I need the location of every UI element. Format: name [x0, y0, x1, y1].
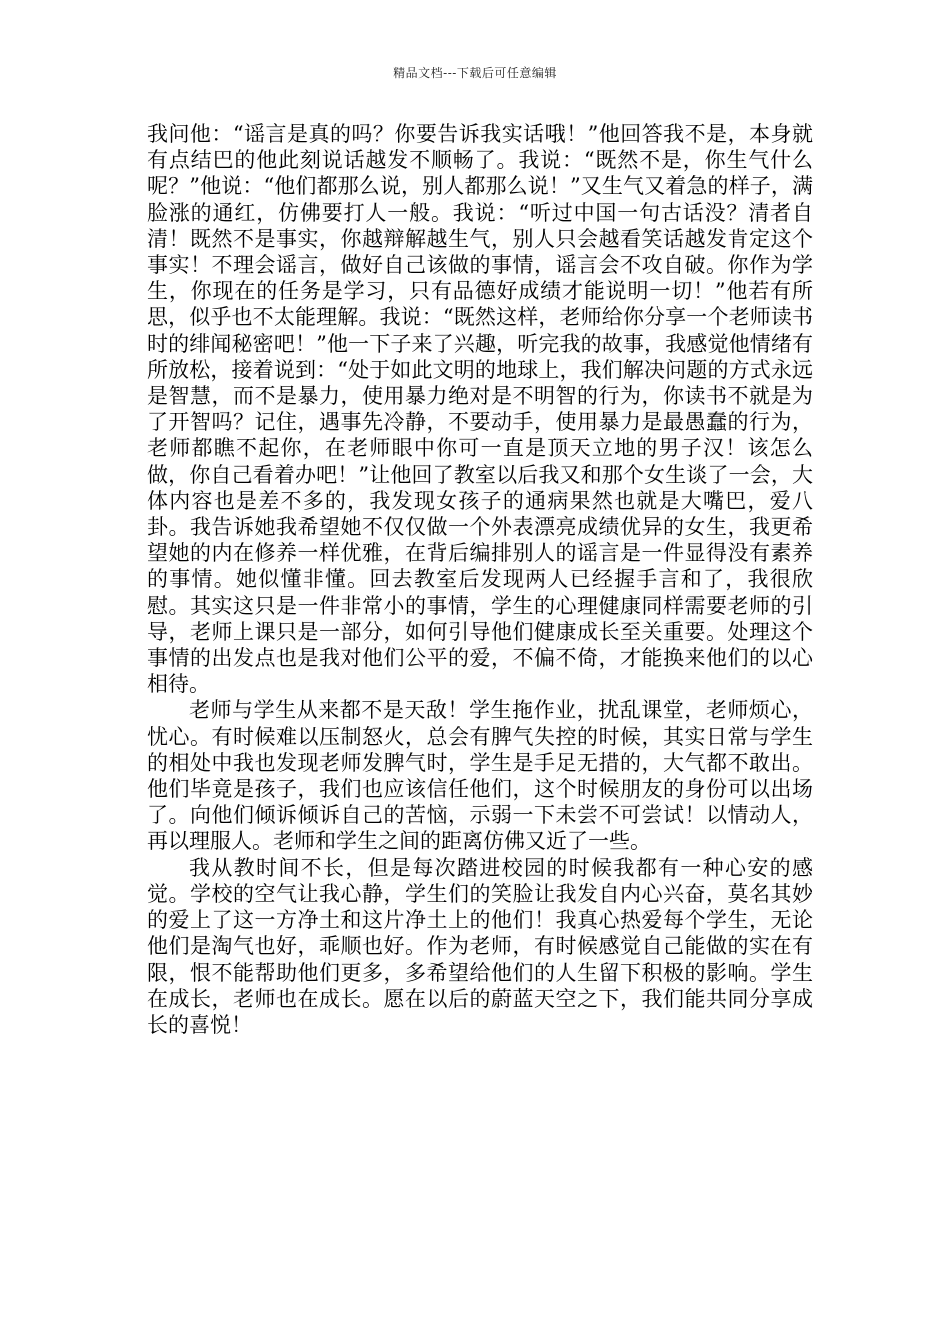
paragraph-1: 我问他：“谣言是真的吗？你要告诉我实话哦！”他回答我不是，本身就有点结巴的他此刻说话越发不顺畅了。我说：“既然不是，你生气什么呢？”他说：“他们都那么说，别人都那么说！”又生气又着急的样子，满脸涨的通红，仿佛要打人一般。我说：“听过中国一句古话没？清者自清！既然不是事实，你越辩解越生气，别人只会越看笑话越发肯定这个事实！不理会谣言，做好自己该做的事情，谣言会不攻自破。你作为学生，你现在的任务是学习，只有品德好成绩才能说明一切！”他若有所思，似乎也不太能理解。我说：“既然这样，老师给你分享一个老师读书时的绯闻秘密吧！”他一下子来了兴趣，听完我的故事，我感觉他情绪有所放松，接着说到：“处于如此文明的地球上，我们解决问题的方式永远是智慧，而不是暴力，使用暴力绝对是不明智的行为，你读书不就是为了开智吗？记住，遇事先冷静，不要动手，使用暴力是最愚蠢的行为，老师都瞧不起你，在老师眼中你可一直是顶天立地的男子汉！该怎么做，你自己看着办吧！”让他回了教室以后我又和那个女生谈了一会，大体内容也是差不多的，我发现女孩子的通病果然也就是大嘴巴，爱八卦。我告诉她我希望她不仅仅做一个外表漂亮成绩优异的女生，我更希望她的内在修养一样优雅，在背后编排别人的谣言是一件显得没有素养的事情。她似懂非懂。回去教室后发现两人已经握手言和了，我很欣慰。其实这只是一件非常小的事情，学生的心理健康同样需要老师的引导，老师上课只是一部分，如何引导他们健康成长至关重要。处理这个事情的出发点也是我对他们公平的爱，不偏不倚，才能换来他们的以心相待。 — [147, 122, 813, 697]
paragraph-3: 我从教时间不长，但是每次踏进校园的时候我都有一种心安的感觉。学校的空气让我心静，学生们的笑脸让我发自内心兴奋，莫名其妙的爱上了这一方净土和这片净土上的他们！我真心热爱每个学生，无论他们是淘气也好，乖顺也好。作为老师，有时候感觉自己能做的实在有限，恨不能帮助他们更多，多希望给他们的人生留下积极的影响。学生在成长，老师也在成长。愿在以后的蔚蓝天空之下，我们能共同分享成长的喜悦！ — [147, 855, 813, 1037]
page-header: 精品文档---下载后可任意编辑 — [393, 66, 557, 80]
paragraph-2: 老师与学生从来都不是天敌！学生拖作业，扰乱课堂，老师烦心，忧心。有时候难以压制怒火，总会有脾气失控的时候，其实日常与学生的相处中我也发现老师发脾气时，学生是手足无措的，大气都不敢出。他们毕竟是孩子，我们也应该信任他们，这个时候朋友的身份可以出场了。向他们倾诉倾诉自己的苦恼，示弱一下未尝不可尝试！以情动人，再以理服人。老师和学生之间的距离仿佛又近了一些。 — [147, 698, 813, 854]
document-body — [147, 121, 813, 1038]
